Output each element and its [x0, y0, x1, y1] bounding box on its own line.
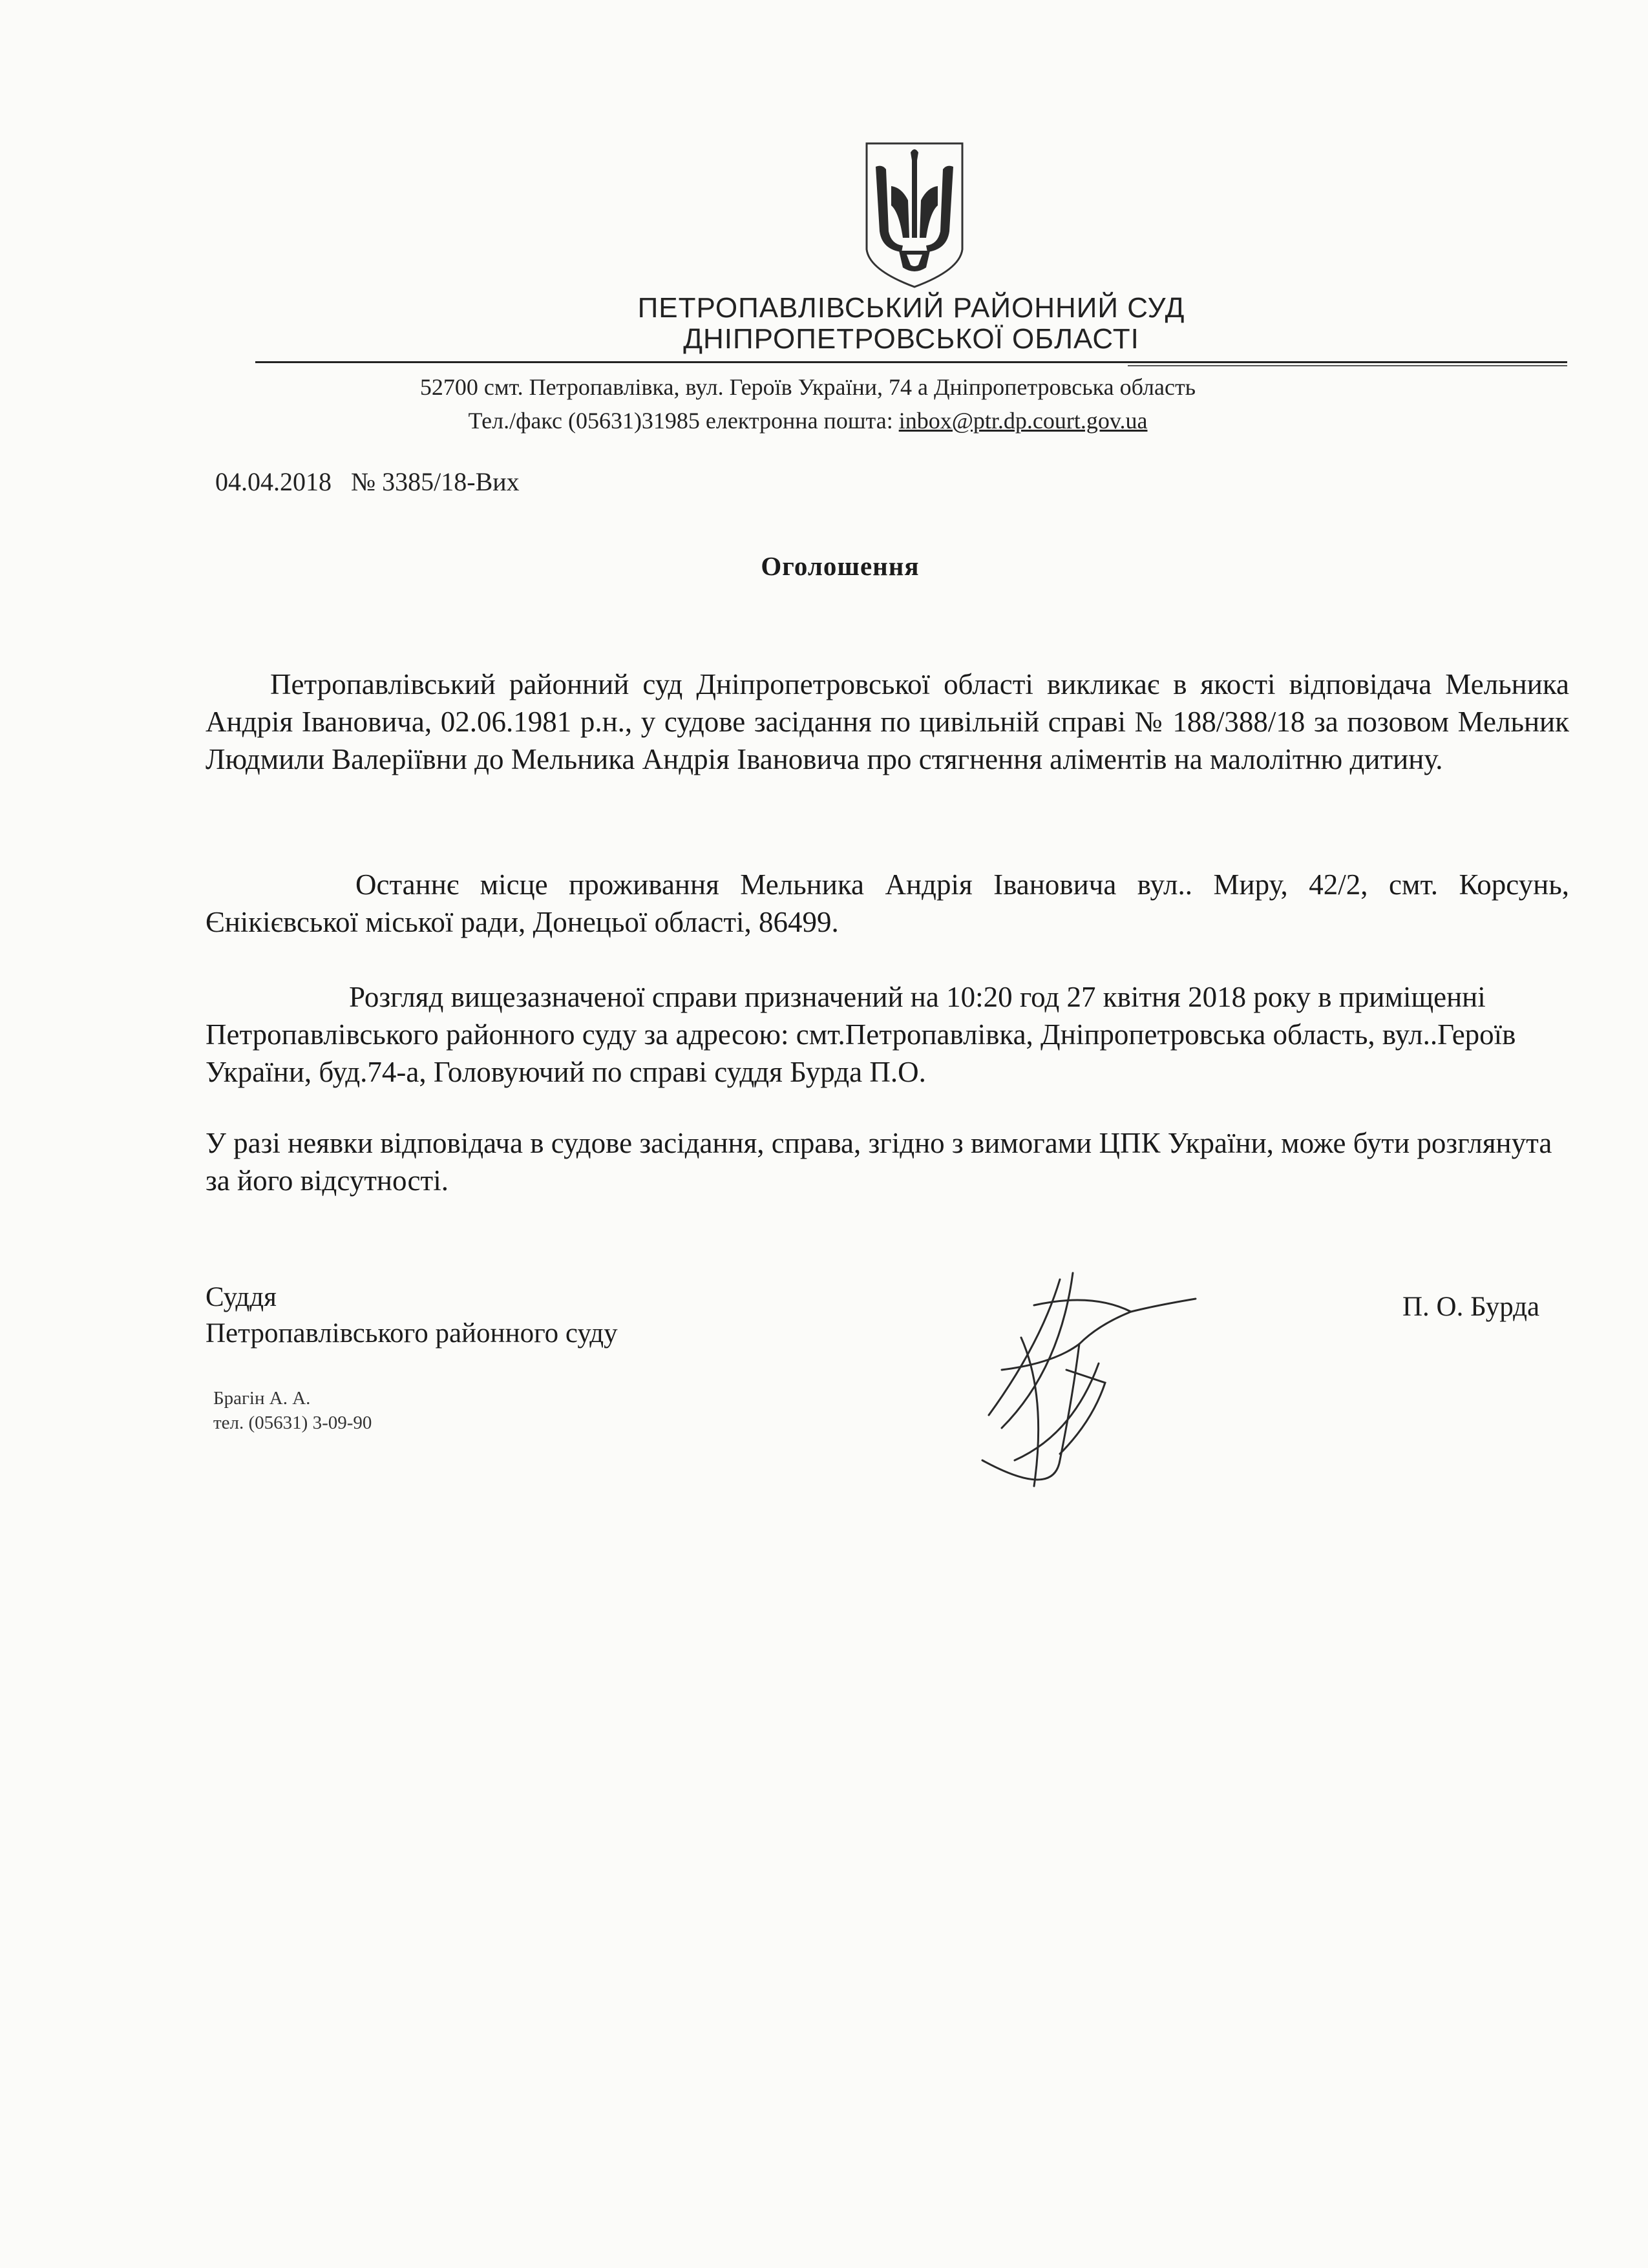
court-address: 52700 смт. Петропавлівка, вул. Героїв України, 74 а Дніпропетровська область — [419, 374, 1196, 400]
court-contact — [388, 407, 1228, 434]
signatory-title — [206, 1279, 618, 1352]
executor-phone: тел. (05631) 3-09-90 — [213, 1412, 372, 1433]
outgoing-date: 04.04.2018 — [215, 467, 332, 496]
executor-info — [213, 1386, 372, 1435]
paragraph-last-residence: Останнє місце проживання Мельника Андрія Івановича вул.. Миру, 42/2, смт. Корсунь, Єнікієвської міської ради, Донецьої області, 86499. — [206, 868, 1569, 938]
outgoing-reference — [215, 467, 520, 497]
executor-name: Брагін А. А. — [213, 1388, 311, 1409]
coat-of-arms-emblem — [863, 141, 966, 289]
paragraph-summons: Петропавлівський районний суд Дніпропетровської області викликає в якості відповідача Мельника Андрія Івановича, 02.06.1981 р.н., у судове засідання по цивільній справі № 188/388/18 за позовом Мельник Людмили Валеріївни до Мельника Андрія Івановича про стягнення аліментів на малолітню дитину. — [206, 668, 1569, 775]
court-email: inbox@ptr.dp.court.gov.ua — [898, 408, 1148, 434]
document-title: Оголошення — [761, 551, 920, 581]
signatory-name: П. О. Бурда — [1402, 1292, 1540, 1322]
outgoing-number: № 3385/18-Вих — [351, 467, 520, 496]
handwritten-signature — [963, 1266, 1221, 1512]
paragraph-hearing-date: Розгляд вищезазначеної справи призначений на 10:20 год 27 квітня 2018 року в приміщенні Петропавлівського районного суду за адресою: смт.Петропавлівка, Дніпропетровська область, вул..Героїв України, буд.74-а, Головуючий по справі суддя Бурда П.О. — [206, 981, 1516, 1088]
signatory-title-line2: Петропавлівського районного суду — [206, 1318, 618, 1349]
region-name: ДНІПРОПЕТРОВСЬКОЇ ОБЛАСТІ — [683, 323, 1139, 355]
signatory-title-line1: Суддя — [206, 1282, 277, 1312]
contact-phone-fax: Тел./факс (05631)31985 електронна пошта: — [468, 408, 899, 434]
header-rule — [255, 323, 1567, 368]
paragraph-absence-warning: У разі неявки відповідача в судове засідання, справа, згідно з вимогами ЦПК України, може бути розглянута за його відсутності. — [206, 1127, 1552, 1197]
court-name: ПЕТРОПАВЛІВСЬКИЙ РАЙОННИЙ СУД — [637, 292, 1185, 324]
